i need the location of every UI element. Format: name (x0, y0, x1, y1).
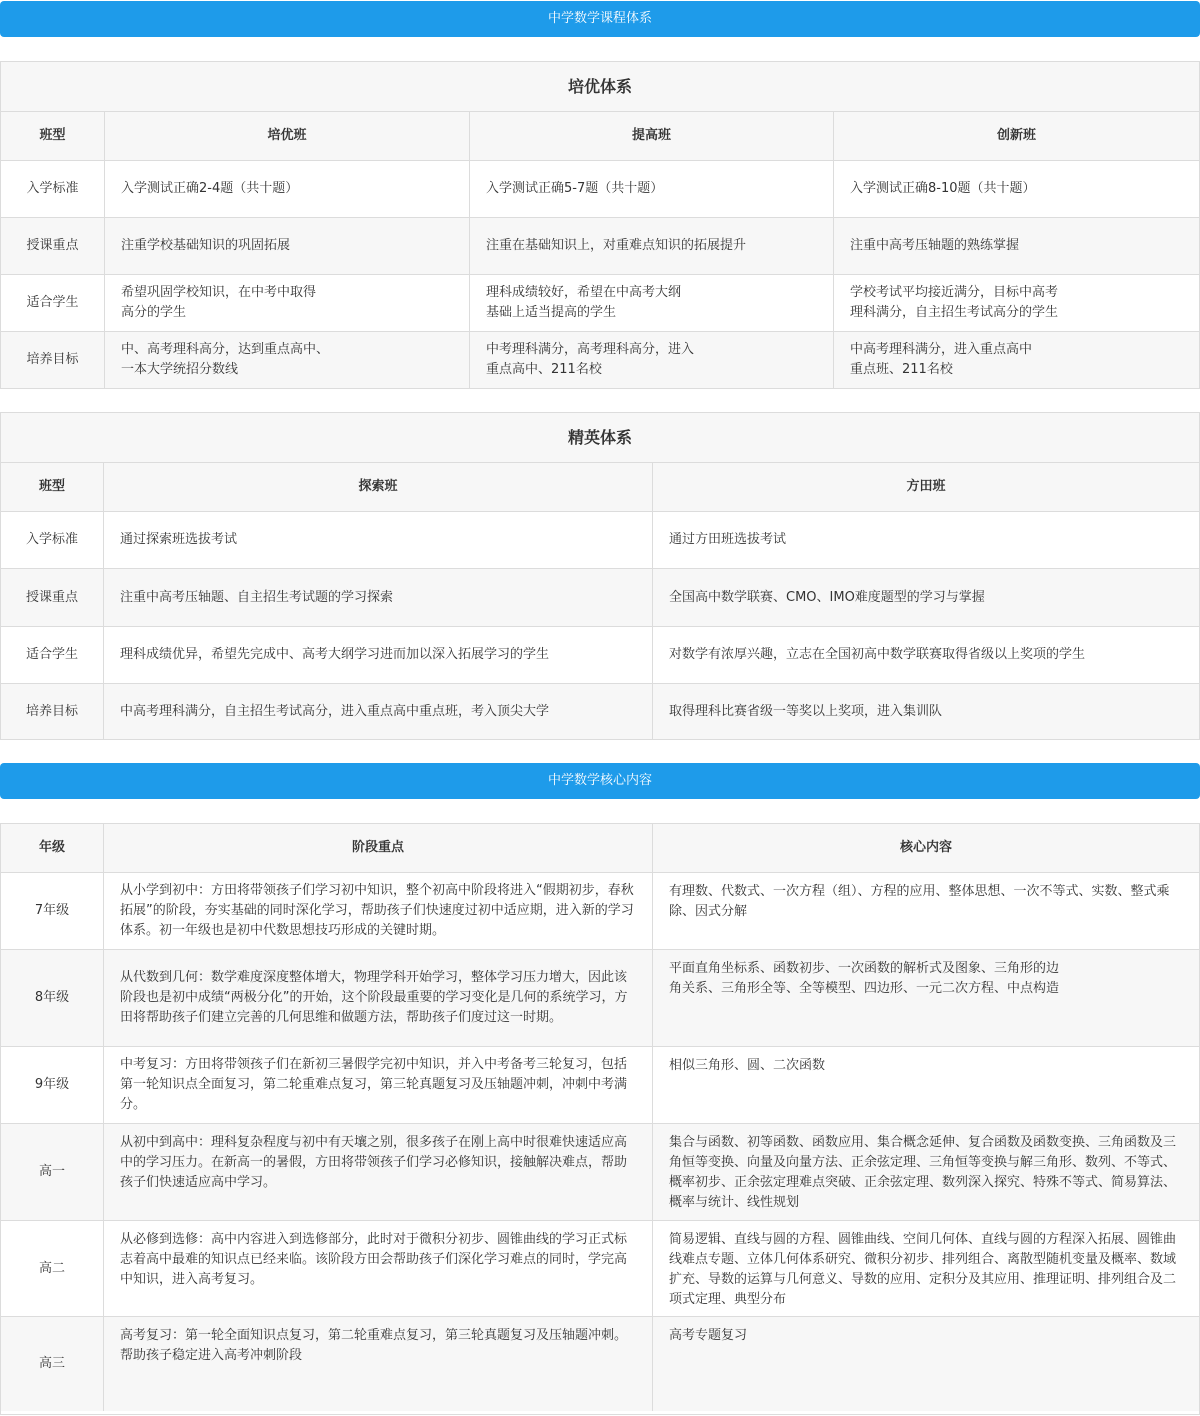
header-grade: 年级 (1, 824, 104, 873)
stage-focus-cell: 从小学到初中：方田将带领孩子们学习初中知识，整个初高中阶段将进入“假期初步，春秋拓展”的阶段，夯实基础的同时深化学习，帮助孩子们快速度过初中适应期，进入新的学习体系。初一年级也是初中代数思想技巧形成的关键时期。 (104, 873, 653, 950)
table-cell: 对数学有浓厚兴趣，立志在全国初高中数学联赛取得省级以上奖项的学生 (653, 627, 1199, 684)
peiyou-table (0, 61, 1200, 389)
stage-focus-cell: 高考复习：第一轮全面知识点复习，第二轮重难点复习，第三轮真题复习及压轴题冲刺。帮助孩子稳定进入高考冲刺阶段 (104, 1317, 653, 1411)
table-cell: 注重学校基础知识的巩固拓展 (105, 218, 470, 275)
table-cell: 取得理科比赛省级一等奖以上奖项，进入集训队 (653, 684, 1199, 739)
header-class-type: 班型 (1, 463, 104, 512)
core-content-cell: 集合与函数、初等函数、函数应用、集合概念延伸、复合函数及函数变换、三角函数及三角恒等变换、向量及向量方法、正余弦定理、三角恒等变换与解三角形、数列、不等式、概率初步、正余弦定理难点突破、正余弦定理、数列深入探究、特殊不等式、简易算法、概率与统计、线性规划 (653, 1124, 1199, 1221)
table-cell: 全国高中数学联赛、CMO、IMO难度题型的学习与掌握 (653, 569, 1199, 627)
table-cell: 中、高考理科高分，达到重点高中、 一本大学统招分数线 (105, 332, 470, 388)
header-stage-focus: 阶段重点 (104, 824, 653, 873)
core-content-cell: 相似三角形、圆、二次函数 (653, 1047, 1199, 1124)
row-label: 培养目标 (1, 684, 104, 739)
table-title: 精英体系 (1, 413, 1199, 463)
core-content-table (0, 823, 1200, 1415)
core-content-cell: 高考专题复习 (653, 1317, 1199, 1411)
stage-focus-cell: 从代数到几何：数学难度深度整体增大，物理学科开始学习，整体学习压力增大，因此该阶段也是初中成绩“两极分化”的开始，这个阶段最重要的学习变化是几何的系统学习，方田将帮助孩子们建立完善的几何思维和做题方法，帮助孩子们度过这一时期。 (104, 950, 653, 1047)
table-cell: 通过方田班选拔考试 (653, 512, 1199, 569)
core-content-cell: 有理数、代数式、一次方程（组）、方程的应用、整体思想、一次不等式、实数、整式乘除、因式分解 (653, 873, 1199, 950)
header-chuangxin: 创新班 (834, 112, 1199, 161)
header-fangtian: 方田班 (653, 463, 1199, 512)
grade-label: 高二 (1, 1221, 104, 1317)
grade-label: 高一 (1, 1124, 104, 1221)
grade-label: 9年级 (1, 1047, 104, 1124)
header-class-type: 班型 (1, 112, 105, 161)
table-cell: 理科成绩较好，希望在中高考大纲 基础上适当提高的学生 (470, 275, 834, 332)
stage-focus-cell: 从初中到高中：理科复杂程度与初中有天壤之别，很多孩子在刚上高中时很难快速适应高中的学习压力。在新高一的暑假，方田将带领孩子们学习必修知识，接触解决难点，帮助孩子们快速适应高中学习。 (104, 1124, 653, 1221)
table-cell: 注重中高考压轴题、自主招生考试题的学习探索 (104, 569, 653, 627)
row-label: 适合学生 (1, 275, 105, 332)
table-cell: 入学测试正确8-10题（共十题） (834, 161, 1199, 218)
row-label: 适合学生 (1, 627, 104, 684)
table-cell: 入学测试正确2-4题（共十题） (105, 161, 470, 218)
stage-focus-cell: 从必修到选修：高中内容进入到选修部分，此时对于微积分初步、圆锥曲线的学习正式标志着高中最难的知识点已经来临。该阶段方田会帮助孩子们深化学习难点的同时，学完高中知识，进入高考复习。 (104, 1221, 653, 1317)
header-tigao: 提高班 (470, 112, 834, 161)
table-cell: 通过探索班选拔考试 (104, 512, 653, 569)
row-label: 入学标准 (1, 512, 104, 569)
table-cell: 入学测试正确5-7题（共十题） (470, 161, 834, 218)
row-label: 培养目标 (1, 332, 105, 388)
core-content-cell: 简易逻辑、直线与圆的方程、圆锥曲线、空间几何体、直线与圆的方程深入拓展、圆锥曲线难点专题、立体几何体系研究、微积分初步、排列组合、离散型随机变量及概率、数域扩充、导数的运算与几何意义、导数的应用、定积分及其应用、推理证明、排列组合及二项式定理、典型分布 (653, 1221, 1199, 1317)
table-cell: 希望巩固学校知识，在中考中取得 高分的学生 (105, 275, 470, 332)
row-label: 入学标准 (1, 161, 105, 218)
grade-label: 高三 (1, 1317, 104, 1411)
core-content-cell: 平面直角坐标系、函数初步、一次函数的解析式及图象、三角形的边 角关系、三角形全等、全等模型、四边形、一元二次方程、中点构造 (653, 950, 1199, 1047)
table-cell: 理科成绩优异，希望先完成中、高考大纲学习进而加以深入拓展学习的学生 (104, 627, 653, 684)
table-title: 培优体系 (1, 62, 1199, 112)
header-peiyou: 培优班 (105, 112, 470, 161)
header-tansuo: 探索班 (104, 463, 653, 512)
table-cell: 中考理科满分，高考理科高分，进入 重点高中、211名校 (470, 332, 834, 388)
header-core-content: 核心内容 (653, 824, 1199, 873)
section-banner-core-content: 中学数学核心内容 (0, 763, 1200, 799)
stage-focus-cell: 中考复习：方田将带领孩子们在新初三暑假学完初中知识，并入中考备考三轮复习，包括第一轮知识点全面复习，第二轮重难点复习，第三轮真题复习及压轴题冲刺，冲刺中考满分。 (104, 1047, 653, 1124)
grade-label: 8年级 (1, 950, 104, 1047)
table-cell: 中高考理科满分，自主招生考试高分，进入重点高中重点班，考入顶尖大学 (104, 684, 653, 739)
table-cell: 注重中高考压轴题的熟练掌握 (834, 218, 1199, 275)
table-cell: 中高考理科满分，进入重点高中 重点班、211名校 (834, 332, 1199, 388)
table-cell: 注重在基础知识上，对重难点知识的拓展提升 (470, 218, 834, 275)
table-cell: 学校考试平均接近满分，目标中高考 理科满分，自主招生考试高分的学生 (834, 275, 1199, 332)
grade-label: 7年级 (1, 873, 104, 950)
row-label: 授课重点 (1, 218, 105, 275)
section-banner-curriculum: 中学数学课程体系 (0, 1, 1200, 37)
jingying-table (0, 412, 1200, 740)
row-label: 授课重点 (1, 569, 104, 627)
